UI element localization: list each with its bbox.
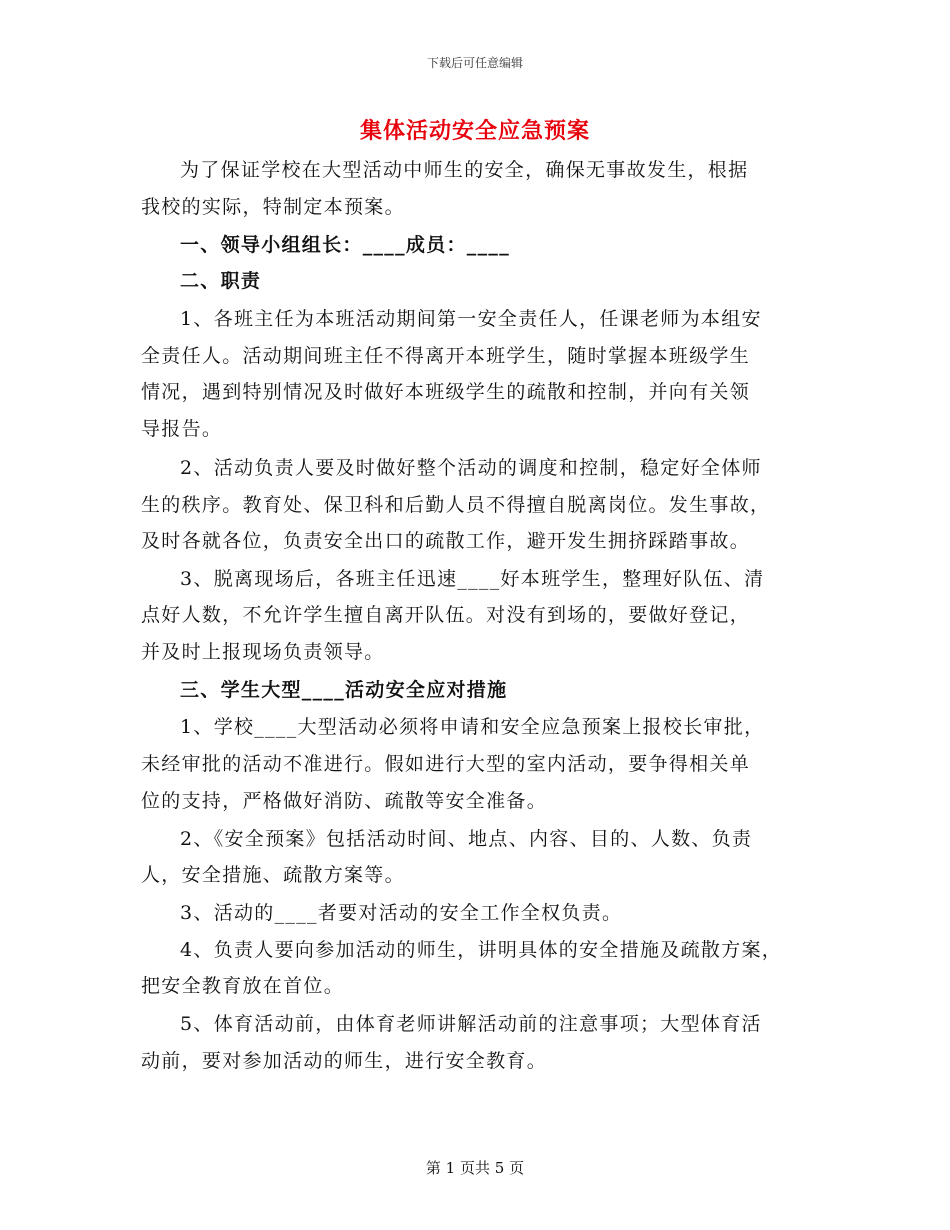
measure-3-line-1: 3、活动的____者要对活动的安全工作全权负责。 [180, 902, 623, 924]
duty-1-line-1: 1、各班主任为本班活动期间第一安全责任人，任课老师为本组安 [180, 308, 762, 330]
intro-line-2: 我校的实际，特制定本预案。 [141, 196, 405, 218]
measure-2-line-2: 人，安全措施、疏散方案等。 [141, 864, 405, 886]
document-title: 集体活动安全应急预案 [359, 118, 590, 144]
page-header-note: 下载后可任意编辑 [426, 56, 523, 70]
duty-2-line-3: 及时各就各位，负责安全出口的疏散工作，避开发生拥挤踩踏事故。 [141, 530, 751, 552]
measure-5-line-1: 5、体育活动前，由体育老师讲解活动前的注意事项；大型体育活 [180, 1013, 762, 1035]
duty-2-line-2: 生的秩序。教育处、保卫科和后勤人员不得擅自脱离岗位。发生事故， [141, 494, 771, 516]
measure-1-line-3: 位的支持，严格做好消防、疏散等安全准备。 [141, 790, 548, 812]
section-heading-duties: 二、职责 [180, 270, 262, 292]
duty-2-line-1: 2、活动负责人要及时做好整个活动的调度和控制，稳定好全体师 [180, 457, 762, 479]
duty-3-line-1: 3、脱离现场后，各班主任迅速____好本班学生，整理好队伍、清 [180, 568, 765, 590]
page-number-footer: 第 1 页共 5 页 [425, 1159, 525, 1177]
measure-1-line-2: 未经审批的活动不准进行。假如进行大型的室内活动，要争得相关单 [141, 753, 751, 775]
section-heading-measures: 三、学生大型____活动安全应对措施 [180, 679, 508, 701]
duty-1-line-2: 全责任人。活动期间班主任不得离开本班学生，随时掌握本班级学生 [141, 345, 751, 367]
duty-1-line-4: 导报告。 [141, 418, 223, 440]
duty-3-line-3: 并及时上报现场负责领导。 [141, 641, 385, 663]
section-heading-leadership: 一、领导小组组长：____成员：____ [180, 234, 511, 256]
duty-1-line-3: 情况，遇到特别情况及时做好本班级学生的疏散和控制，并向有关领 [141, 381, 751, 403]
measure-5-line-2: 动前，要对参加活动的师生，进行安全教育。 [141, 1050, 548, 1072]
measure-2-line-1: 2、《安全预案》包括活动时间、地点、内容、目的、人数、负责 [180, 828, 753, 850]
measure-1-line-1: 1、学校____大型活动必须将申请和安全应急预案上报校长审批， [180, 716, 765, 738]
measure-4-line-2: 把安全教育放在首位。 [141, 975, 345, 997]
duty-3-line-2: 点好人数，不允许学生擅自离开队伍。对没有到场的，要做好登记， [141, 604, 751, 626]
measure-4-line-1: 4、负责人要向参加活动的师生，讲明具体的安全措施及疏散方案， [180, 939, 783, 961]
intro-line-1: 为了保证学校在大型活动中师生的安全，确保无事故发生，根据 [180, 159, 749, 181]
